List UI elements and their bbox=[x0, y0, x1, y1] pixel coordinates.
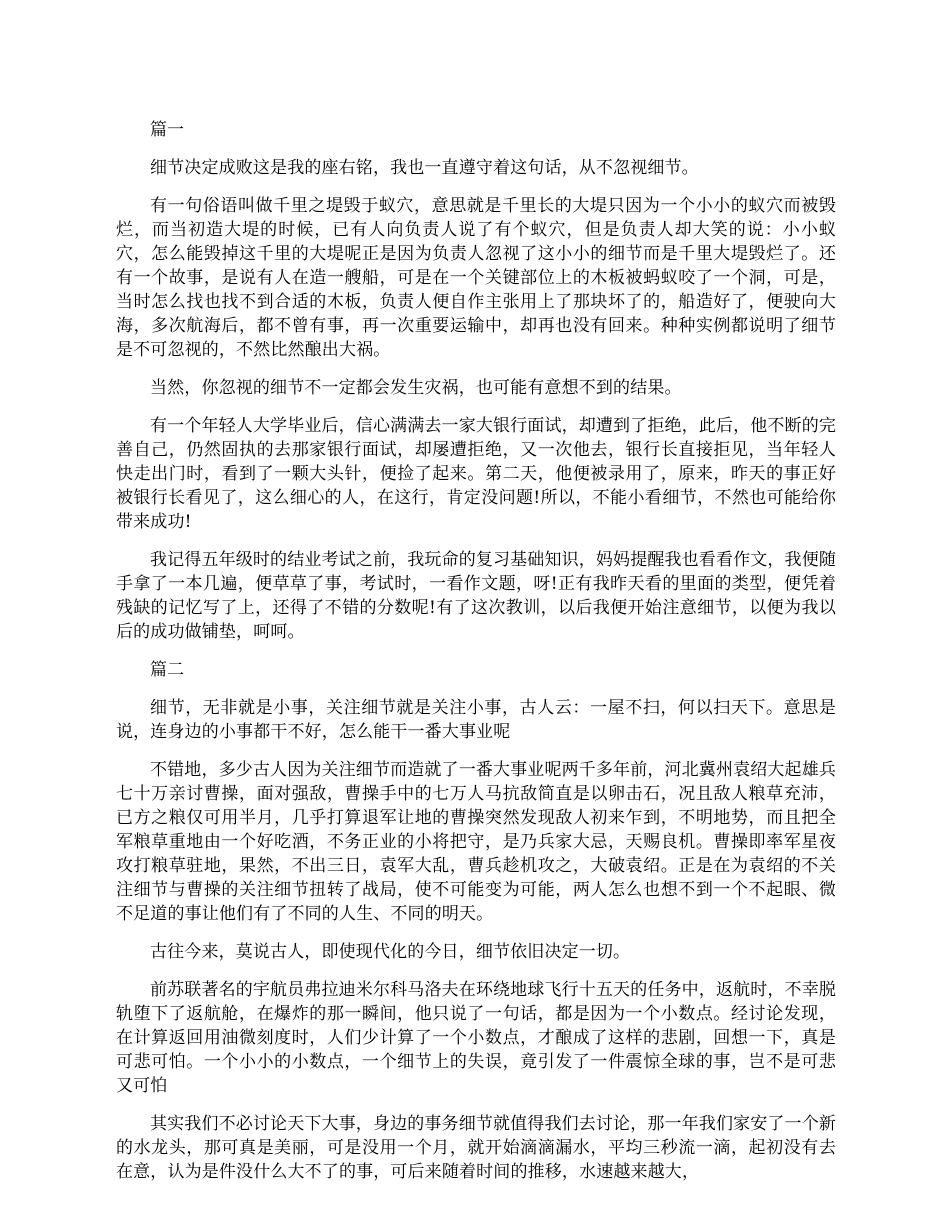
paragraph: 当然，你忽视的细节不一定都会发生灾祸，也可能有意想不到的结果。 bbox=[150, 378, 682, 398]
paragraph: 有一个年轻人大学毕业后，信心满满去一家大银行面试，却遭到了拒绝，此后，他不断的完善自己，仍然固执的去那家银行面试，却屡遭拒绝，又一次他去，银行长直接拒见，当年轻人快走出门时，看到了一颗大头针，便捡了起来。第二天，他便被录用了，原来，昨天的事正好被银行长看见了，这么细心的人，在这行，肯定没问题!所以，不能小看细节，不然也可能给你带来成功! bbox=[116, 416, 836, 532]
section-heading: 篇二 bbox=[150, 660, 184, 680]
paragraph: 前苏联著名的宇航员弗拉迪米尔科马洛夫在环绕地球飞行十五天的任务中，返航时，不幸脱轨堕下了返航舱，在爆炸的那一瞬间，他只说了一句话，都是因为一个小数点。经讨论发现，在计算返回用油微刻度时，人们少计算了一个小数点，才酿成了这样的悲剧，回想一下，真是可悲可怕。一个小小的小数点，一个细节上的失误，竟引发了一件震惊全球的事，岂不是可悲又可怕 bbox=[116, 980, 836, 1096]
paragraph: 我记得五年级时的结业考试之前，我玩命的复习基础知识，妈妈提醒我也看看作文，我便随手拿了一本几遍，便草草了事，考试时，一看作文题，呀!正有我昨天看的里面的类型，便凭着残缺的记忆写了上，还得了不错的分数呢!有了这次教训，以后我便开始注意细节，以便为我以后的成功做铺垫，呵呵。 bbox=[116, 550, 836, 642]
paragraph: 不错地，多少古人因为关注细节而造就了一番大事业呢两千多年前，河北冀州袁绍大起雄兵七十万亲讨曹操，面对强敌，曹操手中的七万人马抗敌简直是以卵击石，况且敌人粮草充沛，已方之粮仅可用半月，几乎打算退军让地的曹操突然发现敌人初来乍到，不明地势，而且把全军粮草重地由一个好吃酒，不务正业的小将把守，是乃兵家大忌，天赐良机。曹操即率军星夜攻打粮草驻地，果然，不出三日，袁军大乱，曹兵趁机攻之，大破袁绍。正是在为袁绍的不关注细节与曹操的关注细节扭转了战局，使不可能变为可能，两人怎么也想不到一个不起眼、微不足道的事让他们有了不同的人生、不同的明天。 bbox=[116, 760, 836, 924]
paragraph: 古往今来，莫说古人，即使现代化的今日，细节依旧决定一切。 bbox=[150, 942, 631, 962]
section-heading: 篇一 bbox=[150, 120, 184, 140]
paragraph: 细节，无非就是小事，关注细节就是关注小事，古人云：一屋不扫，何以扫天下。意思是说，连身边的小事都干不好，怎么能干一番大事业呢 bbox=[116, 698, 836, 742]
paragraph: 其实我们不必讨论天下大事，身边的事务细节就值得我们去讨论，那一年我们家安了一个新的水龙头，那可真是美丽，可是没用一个月，就开始滴滴漏水，平均三秒流一滴，起初没有去在意，认为是件没什么大不了的事，可后来随着时间的推移，水速越来越大， bbox=[116, 1114, 836, 1182]
paragraph: 有一句俗语叫做千里之堤毁于蚁穴，意思就是千里长的大堤只因为一个小小的蚁穴而被毁烂，而当初造大堤的时候，已有人向负责人说了有个蚁穴，但是负责人却大笑的说：小小蚁穴，怎么能毁掉这千里的大堤呢正是因为负责人忽视了这小小的细节而是千里大堤毁烂了。还有一个故事，是说有人在造一艘船，可是在一个关键部位上的木板被蚂蚁咬了一个洞，可是，当时怎么找也找不到合适的木板，负责人便自作主张用上了那块坏了的，船造好了，便驶向大海，多次航海后，都不曾有事，再一次重要运输中，却再也没有回来。种种实例都说明了细节是不可忽视的，不然比然酿出大祸。 bbox=[116, 196, 836, 360]
paragraph: 细节决定成败这是我的座右铭，我也一直遵守着这句话，从不忽视细节。 bbox=[150, 158, 699, 178]
document-page bbox=[116, 118, 836, 1198]
